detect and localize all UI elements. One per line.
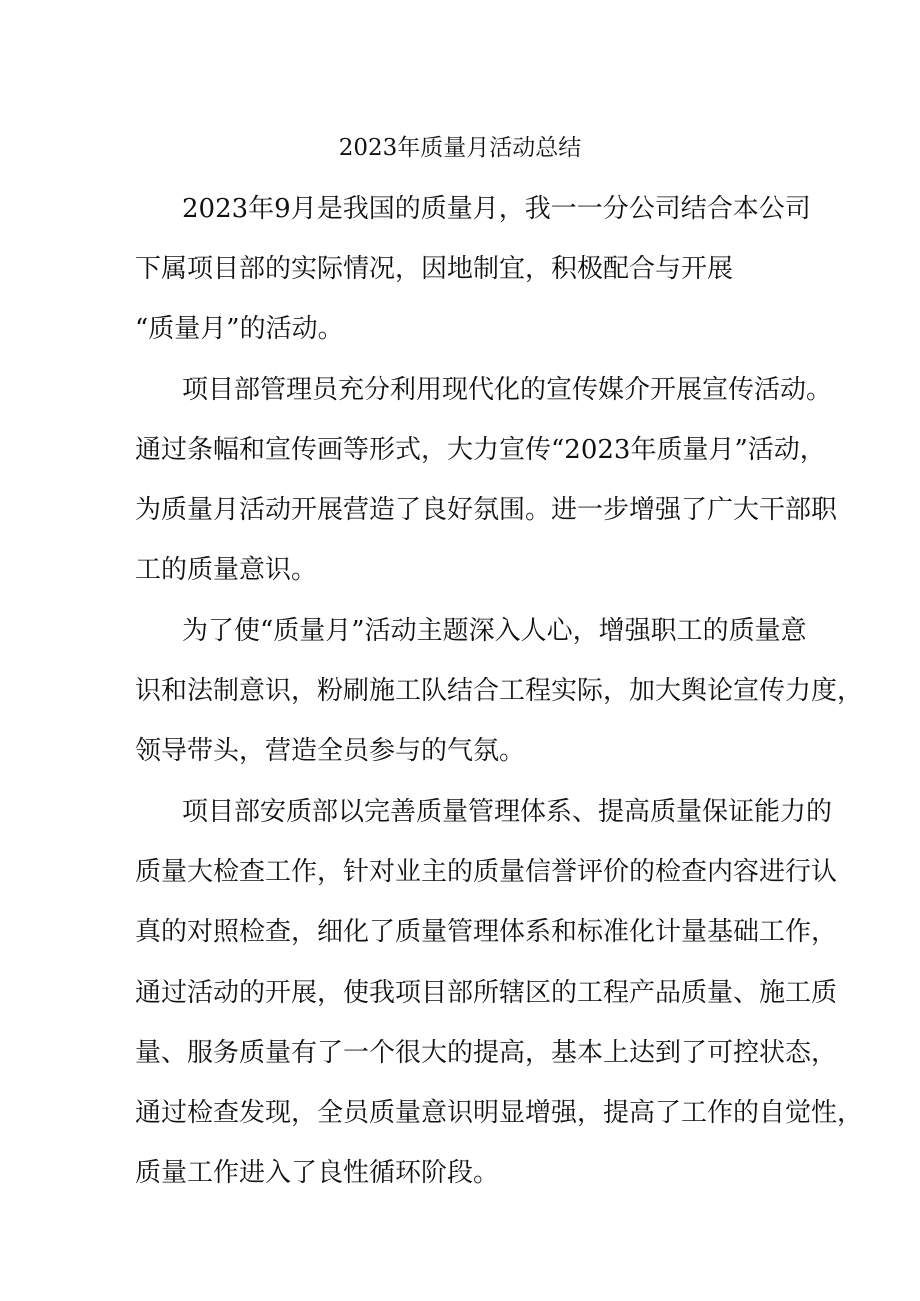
paragraph-4-line-1: 项目部安质部以完善质量管理体系、提高质量保证能力的 (182, 797, 833, 827)
paragraph-4-line-6: 通过检查发现，全员质量意识明显增强，提高了工作的自觉性， (135, 1098, 864, 1128)
paragraph-2-line-1: 项目部管理员充分利用现代化的宣传媒介开展宣传活动。 (182, 375, 833, 405)
paragraph-2-line-4: 工的质量意识。 (135, 555, 318, 585)
paragraph-4-line-5: 量、服务质量有了一个很大的提高，基本上达到了可控状态， (135, 1038, 838, 1068)
paragraph-4-line-4: 通过活动的开展，使我项目部所辖区的工程产品质量、施工质 (135, 978, 838, 1008)
paragraph-2-line-2: 通过条幅和宣传画等形式，大力宣传“2023年质量月”活动， (135, 435, 826, 465)
paragraph-3-line-1: 为了使“质量月”活动主题深入人心，增强职工的质量意 (182, 616, 807, 646)
paragraph-4-line-2: 质量大检查工作，针对业主的质量信誉评价的检查内容进行认 (135, 857, 838, 887)
paragraph-3-line-3: 领导带头，营造全员参与的气氛。 (135, 736, 526, 766)
paragraph-3-line-2: 识和法制意识，粉刷施工队结合工程实际，加大舆论宣传力度， (135, 676, 864, 706)
paragraph-1-line-3: “质量月”的活动。 (135, 314, 344, 344)
paragraph-4-line-7: 质量工作进入了良性循环阶段。 (135, 1158, 500, 1188)
paragraph-2-line-3: 为质量月活动开展营造了良好氛围。进一步增强了广大干部职 (135, 495, 838, 525)
paragraph-4-line-3: 真的对照检查，细化了质量管理体系和标准化计量基础工作， (135, 917, 838, 947)
paragraph-1-line-2: 下属项目部的实际情况，因地制宜，积极配合与开展 (135, 254, 734, 284)
document-title: 2023年质量月活动总结 (338, 135, 582, 161)
paragraph-1-line-1: 2023年9月是我国的质量月，我一一分公司结合本公司 (182, 194, 811, 224)
